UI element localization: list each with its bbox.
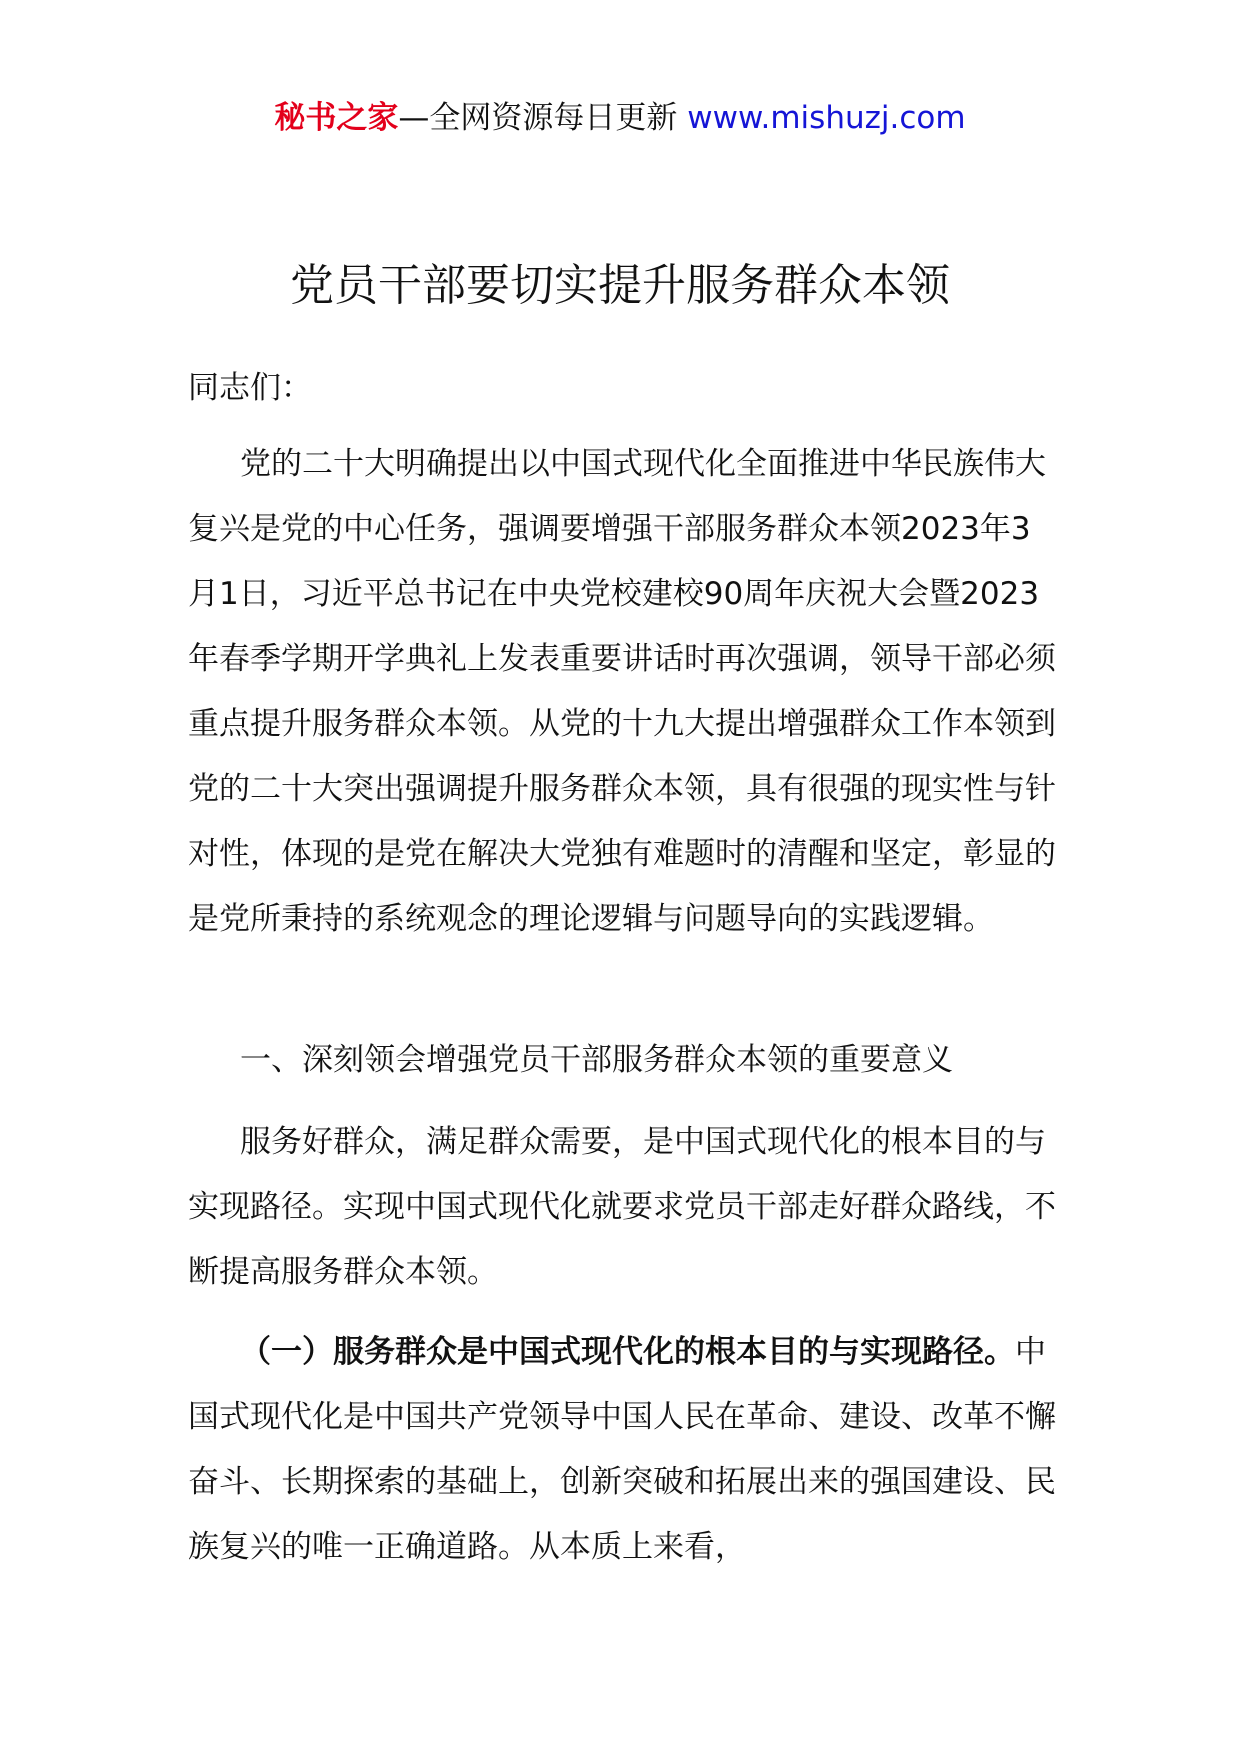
paragraph-subsection <box>188 1320 1060 1580</box>
site-url-link[interactable]: www.mishuzj.com <box>687 100 966 136</box>
subsection-body: 中国式现代化是中国共产党领导中国人民在革命、建设、改革不懈奋斗、长期探索的基础上，创新突破和拓展出来的强国建设、民族复兴的唯一正确道路。从本质上来看， <box>188 1334 1056 1565</box>
site-brand: 秘书之家 <box>274 100 399 136</box>
paragraph-intro: 党的二十大明确提出以中国式现代化全面推进中华民族伟大复兴是党的中心任务，强调要增强干部服务群众本领2023年3月1日，习近平总书记在中央党校建校90周年庆祝大会暨2023年春季学期开学典礼上发表重要讲话时再次强调，领导干部必须重点提升服务群众本领。从党的十九大提出增强群众工作本领到党的二十大突出强调提升服务群众本领，具有很强的现实性与针对性，体现的是党在解决大党独有难题时的清醒和坚定，彰显的是党所秉持的系统观念的理论逻辑与问题导向的实践逻辑。 <box>188 446 1056 937</box>
paragraph-section-intro: 服务好群众，满足群众需要，是中国式现代化的根本目的与实现路径。实现中国式现代化就要求党员干部走好群众路线，不断提高服务群众本领。 <box>188 1124 1056 1290</box>
salutation: 同志们： <box>188 370 312 406</box>
subsection-heading: （一）服务群众是中国式现代化的根本目的与实现路径。 <box>240 1334 1015 1370</box>
site-header <box>0 98 1240 138</box>
section-heading: 一、深刻领会增强党员干部服务群众本领的重要意义 <box>240 1042 953 1078</box>
document-title: 党员干部要切实提升服务群众本领 <box>290 260 950 311</box>
site-tagline: —全网资源每日更新 <box>398 100 688 136</box>
